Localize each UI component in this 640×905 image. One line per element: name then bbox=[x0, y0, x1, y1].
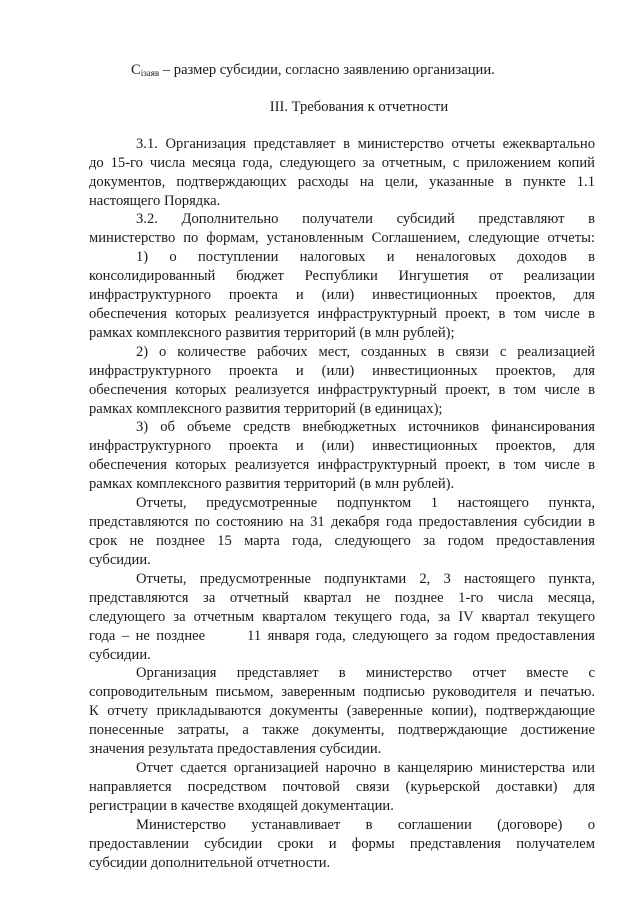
text-line: сопроводительным письмом, заверенным подписью руководителя и печатью. bbox=[89, 684, 595, 700]
text-line: следующего за отчетным кварталом текущего года, за IV квартал текущего bbox=[89, 609, 595, 625]
text-line: предоставлении субсидии сроки и формы представления получателем bbox=[89, 836, 595, 852]
text-line: Отчеты, предусмотренные подпунктом 1 настоящего пункта, bbox=[136, 495, 595, 511]
text-line: настоящего Порядка. bbox=[89, 193, 221, 209]
text-line: инфраструктурного проекта и (или) инвестиционных проектов, для bbox=[89, 363, 595, 379]
text-line: до 15-го числа месяца года, следующего за отчетным, с приложением копий bbox=[89, 155, 595, 171]
text-line: рамках комплексного развития территорий (в млн рублей); bbox=[89, 325, 455, 341]
text-line: обеспечения которых реализуется инфраструктурный проект, в том числе в bbox=[89, 457, 595, 473]
text-line: инфраструктурного проекта и (или) инвестиционных проектов, для bbox=[89, 287, 595, 303]
text-line: 1) о поступлении налоговых и неналоговых доходов в bbox=[136, 249, 595, 265]
subsidy-formula-definition bbox=[131, 61, 637, 81]
text-line: 3.2. Дополнительно получатели субсидий представляют в bbox=[136, 211, 595, 227]
text-line-split bbox=[89, 627, 595, 647]
formula-symbol: C bbox=[131, 62, 141, 78]
text-fragment: 11 января года, следующего за годом предоставления bbox=[247, 628, 596, 644]
text-line: Организация представляет в министерство отчет вместе с bbox=[136, 665, 595, 681]
text-line: субсидии. bbox=[89, 552, 151, 568]
formula-definition-text: – размер субсидии, согласно заявлению организации. bbox=[159, 62, 495, 78]
text-fragment: года – не позднее bbox=[89, 628, 206, 644]
text-line: значения результата предоставления субсидии. bbox=[89, 741, 382, 757]
text-line: понесенные затраты, а также документы, подтверждающие достижение bbox=[89, 722, 595, 738]
text-line: К отчету прикладываются документы (заверенные копии), подтверждающие bbox=[89, 703, 595, 719]
text-line: документов, подтверждающих расходы на цели, указанные в пункте 1.1 bbox=[89, 174, 595, 190]
text-line: субсидии. bbox=[89, 647, 151, 663]
text-line: субсидии дополнительной отчетности. bbox=[89, 855, 331, 871]
text-line: рамках комплексного развития территорий (в единицах); bbox=[89, 401, 443, 417]
text-line: представляются за отчетный квартал не позднее 1-го числа месяца, bbox=[89, 590, 595, 606]
text-line: обеспечения которых реализуется инфраструктурный проект, в том числе в bbox=[89, 382, 595, 398]
text-line: рамках комплексного развития территорий (в млн рублей). bbox=[89, 476, 455, 492]
text-line: 3.1. Организация представляет в министерство отчеты ежеквартально bbox=[136, 136, 595, 152]
text-line: 2) о количестве рабочих мест, созданных в связи с реализацией bbox=[136, 344, 595, 360]
text-line: направляется посредством почтовой связи (курьерской доставки) для bbox=[89, 779, 595, 795]
text-line: срок не позднее 15 марта года, следующего за годом предоставления bbox=[89, 533, 595, 549]
text-line: Отчет сдается организацией нарочно в канцелярию министерства или bbox=[136, 760, 595, 776]
text-line: Отчеты, предусмотренные подпунктами 2, 3 настоящего пункта, bbox=[136, 571, 595, 587]
text-line: 3) об объеме средств внебюджетных источников финансирования bbox=[136, 419, 595, 435]
text-line: регистрации в качестве входящей документации. bbox=[89, 798, 394, 814]
section-title: III. Требования к отчетности bbox=[269, 99, 449, 115]
text-line: обеспечения которых реализуется инфраструктурный проект, в том числе в bbox=[89, 306, 595, 322]
text-line: представляются по состоянию на 31 декабря года предоставления субсидии в bbox=[89, 514, 595, 530]
text-line: министерство по формам, установленным Соглашением, следующие отчеты: bbox=[89, 230, 595, 246]
text-line: Министерство устанавливает в соглашении (договоре) о bbox=[136, 817, 595, 833]
formula-subscript: iзаяв bbox=[140, 68, 160, 78]
text-line: консолидированный бюджет Республики Ингушетия от реализации bbox=[89, 268, 595, 284]
text-line: инфраструктурного проекта и (или) инвестиционных проектов, для bbox=[89, 438, 595, 454]
